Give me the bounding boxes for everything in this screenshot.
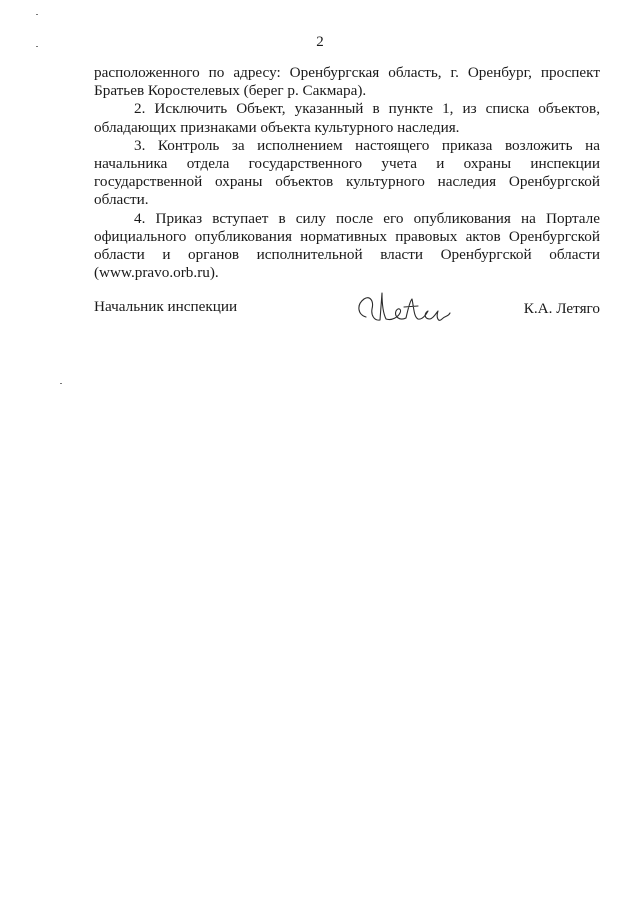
handwritten-signature: [352, 287, 456, 329]
paragraph-continuation: расположенного по адресу: Оренбургская область, г. Оренбург, проспект Братьев Коростелевых (берег р. Сакмара).: [94, 64, 600, 100]
signature-block: [94, 287, 600, 337]
signatory-name: К.А. Летяго: [523, 300, 600, 317]
scan-artifact-dot: [36, 14, 38, 15]
scan-artifact-dot: [60, 383, 62, 384]
page-number: 2: [316, 34, 324, 50]
scan-artifact-dot: [36, 46, 38, 47]
document-body: [94, 64, 600, 282]
paragraph-item-4: 4. Приказ вступает в силу после его опубликования на Портале официального опубликования нормативных правовых актов Оренбургской области и органов исполнительной власти Оренбургской области (www.pravo.orb.ru).: [94, 209, 600, 282]
signatory-position: Начальник инспекции: [94, 298, 238, 315]
paragraph-item-2: 2. Исключить Объект, указанный в пункте 1, из списка объектов, обладающих признаками объекта культурного наследия.: [94, 100, 600, 136]
paragraph-item-3: 3. Контроль за исполнением настоящего приказа возложить на начальника отдела государственного учета и охраны инспекции государственной охраны объектов культурного наследия Оренбургской области.: [94, 136, 600, 209]
